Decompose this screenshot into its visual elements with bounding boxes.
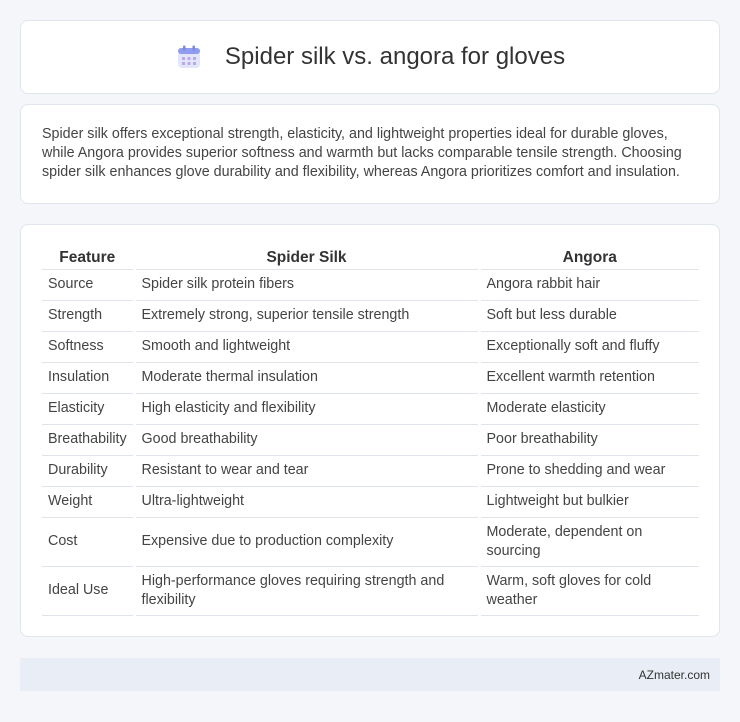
table-header-row [42,247,699,269]
table-row [42,517,699,566]
header-feature: Feature [42,247,134,269]
table-row [42,269,699,300]
angora-cell: Moderate, dependent on sourcing [479,517,699,566]
angora-cell: Moderate elasticity [479,393,699,424]
table-row [42,455,699,486]
table-row [42,300,699,331]
table-row [42,424,699,455]
footer [20,658,720,691]
spider-silk-cell: High-performance gloves requiring strength and flexibility [134,566,479,615]
table-row [42,362,699,393]
spider-silk-cell: Extremely strong, superior tensile strength [134,300,479,331]
page-title: Spider silk vs. angora for gloves [224,43,566,70]
feature-cell: Softness [42,331,134,362]
spider-silk-cell: Good breathability [134,424,479,455]
footer-site-name: AZmater.com [638,667,710,682]
feature-cell: Elasticity [42,393,134,424]
spider-silk-cell: Resistant to wear and tear [134,455,479,486]
angora-cell: Warm, soft gloves for cold weather [479,566,699,615]
table-row [42,566,699,615]
calendar-icon [175,43,203,71]
spider-silk-cell: High elasticity and flexibility [134,393,479,424]
header-angora: Angora [479,247,699,269]
spider-silk-cell: Expensive due to production complexity [134,517,479,566]
comparison-table [42,247,699,616]
intro-card [20,104,720,204]
feature-cell: Ideal Use [42,566,134,615]
spider-silk-cell: Ultra-lightweight [134,486,479,517]
intro-text: Spider silk offers exceptional strength, elasticity, and lightweight properties ideal for durable gloves, while Angora provides superior softness and warmth but lacks comparable tensile strength. Choosing spider silk enhances glove durability and flexibility, whereas Angora prioritizes comfort and insulation. [42,126,682,181]
feature-cell: Source [42,269,134,300]
feature-cell: Strength [42,300,134,331]
angora-cell: Excellent warmth retention [479,362,699,393]
angora-cell: Lightweight but bulkier [479,486,699,517]
table-row [42,486,699,517]
spider-silk-cell: Spider silk protein fibers [134,269,479,300]
feature-cell: Breathability [42,424,134,455]
angora-cell: Exceptionally soft and fluffy [479,331,699,362]
comparison-table-card [20,224,720,637]
spider-silk-cell: Smooth and lightweight [134,331,479,362]
feature-cell: Cost [42,517,134,566]
feature-cell: Durability [42,455,134,486]
angora-cell: Poor breathability [479,424,699,455]
angora-cell: Angora rabbit hair [479,269,699,300]
header-spider-silk: Spider Silk [134,247,479,269]
angora-cell: Prone to shedding and wear [479,455,699,486]
angora-cell: Soft but less durable [479,300,699,331]
spider-silk-cell: Moderate thermal insulation [134,362,479,393]
table-row [42,331,699,362]
feature-cell: Weight [42,486,134,517]
feature-cell: Insulation [42,362,134,393]
title-card [20,20,720,94]
table-row [42,393,699,424]
